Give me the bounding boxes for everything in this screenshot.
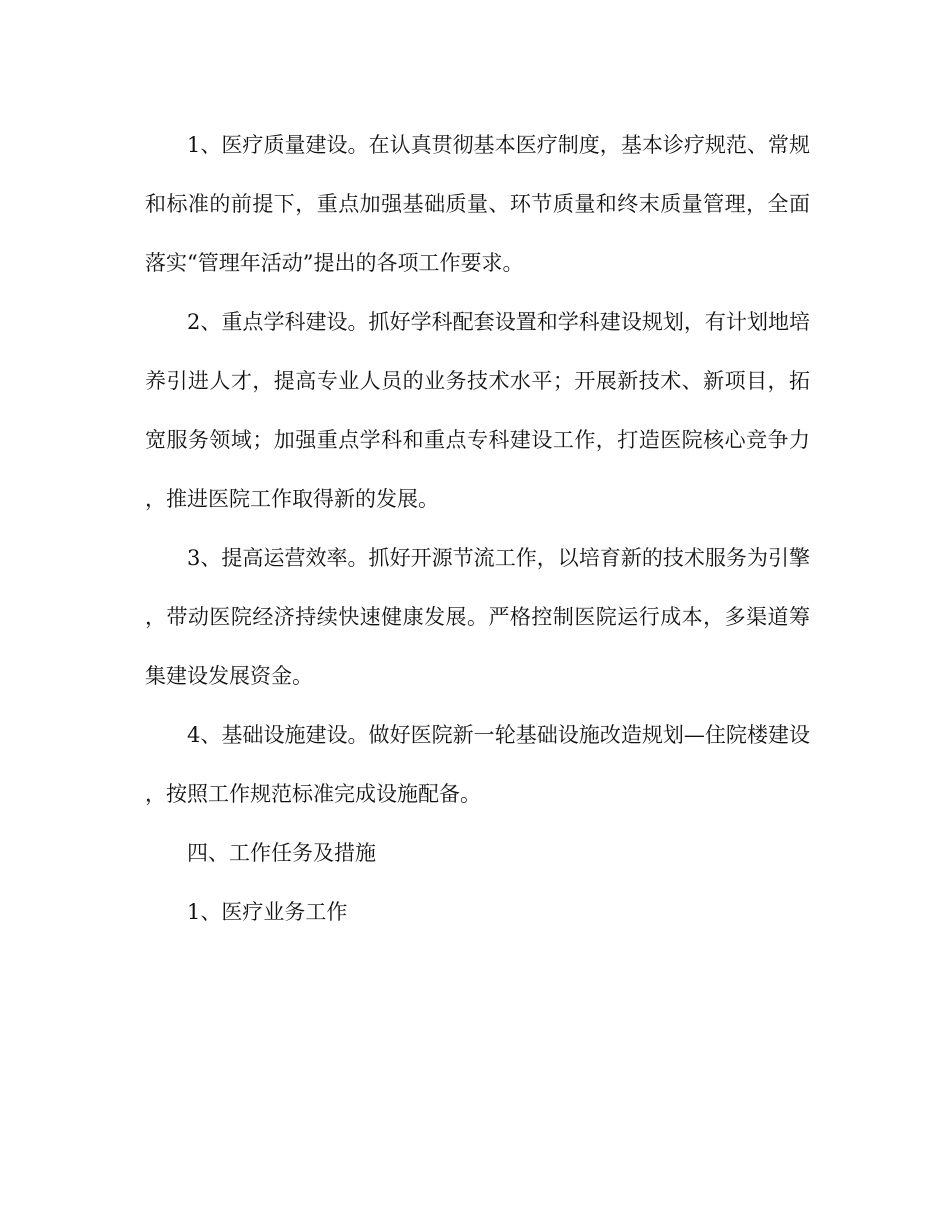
paragraph-key-disciplines: 2、重点学科建设。抓好学科配套设置和学科建设规划，有计划地培养引进人才，提高专业人员的业务技术水平；开展新技术、新项目，拓宽服务领域；加强重点学科和重点专科建设工作，打造医院核心竞争力，推进医院工作取得新的发展。 bbox=[145, 310, 810, 511]
document-body bbox=[145, 116, 810, 942]
subsection-heading: 1、医疗业务工作 bbox=[187, 900, 348, 924]
paragraph-infrastructure: 4、基础设施建设。做好医院新一轮基础设施改造规划—住院楼建设，按照工作规范标准完成设施配备。 bbox=[145, 723, 810, 806]
section-heading: 四、工作任务及措施 bbox=[187, 841, 376, 865]
paragraph-operational-efficiency: 3、提高运营效率。抓好开源节流工作，以培育新的技术服务为引擎，带动医院经济持续快速健康发展。严格控制医院运行成本，多渠道筹集建设发展资金。 bbox=[145, 546, 810, 688]
paragraph-medical-quality: 1、医疗质量建设。在认真贯彻基本医疗制度，基本诊疗规范、常规和标准的前提下，重点加强基础质量、环节质量和终末质量管理，全面落实“管理年活动”提出的各项工作要求。 bbox=[145, 133, 810, 275]
